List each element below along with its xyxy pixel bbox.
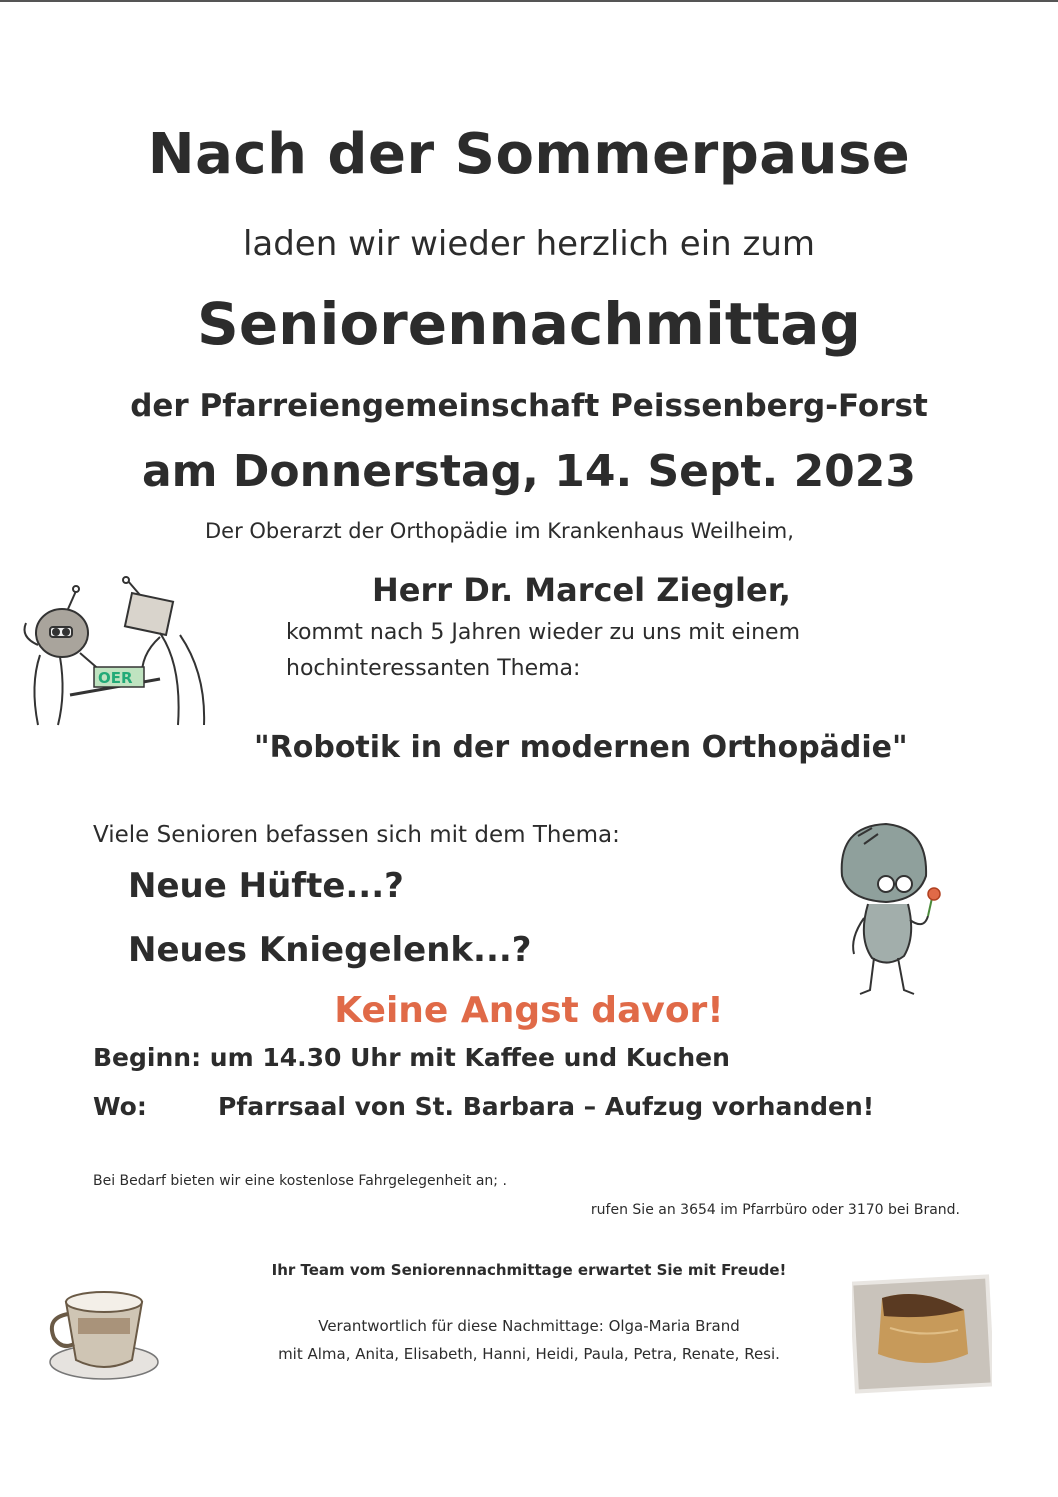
where-label: Wo: <box>93 1092 147 1121</box>
ride-offer: Bei Bedarf bieten wir eine kostenlose Fahrgelegenheit an; . <box>93 1173 507 1189</box>
question-knee: Neues Kniegelenk...? <box>128 930 532 970</box>
top-border-line <box>0 0 1058 2</box>
speaker-line-1: kommt nach 5 Jahren wieder zu uns mit einem <box>286 620 801 645</box>
speaker-line-2: hochinteressanten Thema: <box>286 656 581 681</box>
invite-line: laden wir wieder herzlich ein zum <box>242 224 816 264</box>
speaker-name: Herr Dr. Marcel Ziegler, <box>372 571 791 609</box>
organizer: der Pfarreiengemeinschaft Peissenberg-Forst <box>130 388 928 424</box>
robots-illustration <box>10 575 215 735</box>
coffee-cup-illustration <box>40 1278 160 1383</box>
begin-info: Beginn: um 14.30 Uhr mit Kaffee und Kuchen <box>93 1043 730 1072</box>
speaker-intro: Der Oberarzt der Orthopädie im Krankenhaus Weilheim, <box>205 519 794 543</box>
responsible-line-2: mit Alma, Anita, Elisabeth, Hanni, Heidi, Paula, Petra, Renate, Resi. <box>278 1345 780 1363</box>
talk-topic: "Robotik in der modernen Orthopädie" <box>254 730 908 765</box>
robot-flower-illustration <box>828 818 953 1003</box>
cake-photo <box>852 1268 992 1396</box>
oer-label: OER <box>98 669 133 687</box>
where-value: Pfarrsaal von St. Barbara – Aufzug vorhanden! <box>218 1092 875 1121</box>
event-date: am Donnerstag, 14. Sept. 2023 <box>141 446 917 497</box>
team-line: Ihr Team vom Seniorennachmittage erwartet Sie mit Freude! <box>271 1261 787 1279</box>
question-hip: Neue Hüfte...? <box>128 866 404 906</box>
reassurance: Keine Angst davor! <box>334 990 724 1031</box>
event-title: Seniorennachmittag <box>197 290 861 358</box>
questions-intro: Viele Senioren befassen sich mit dem Thema: <box>93 822 620 848</box>
responsible-line-1: Verantwortlich für diese Nachmittage: Olga-Maria Brand <box>318 1317 740 1335</box>
headline: Nach der Sommerpause <box>147 122 911 187</box>
ride-phone: rufen Sie an 3654 im Pfarrbüro oder 3170 bei Brand. <box>590 1202 960 1218</box>
